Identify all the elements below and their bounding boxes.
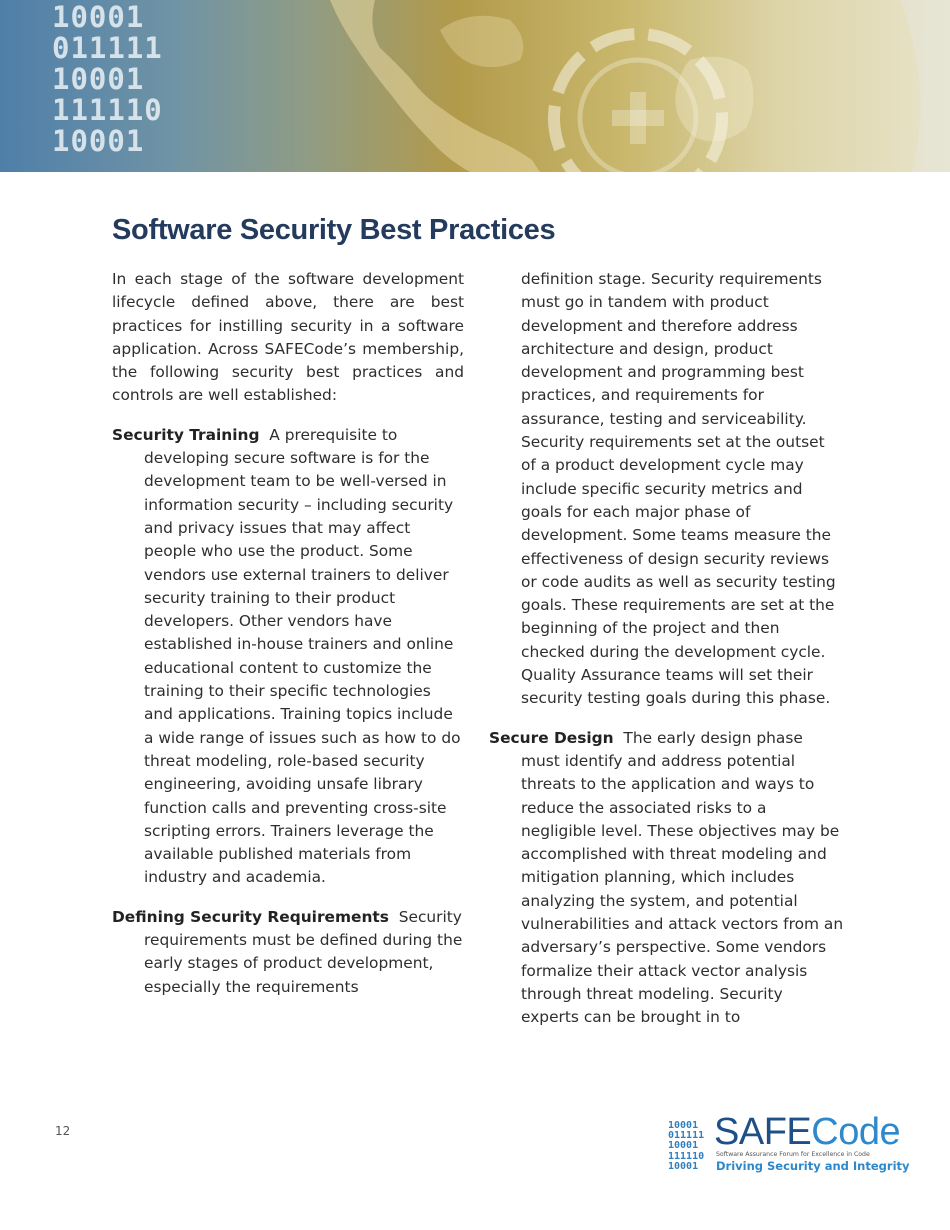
logo-binary-line: 011111 <box>668 1130 705 1142</box>
defining-requirements-text: Security requirements must be defined during the early stages of product development, especially the requirements <box>144 907 463 996</box>
header-banner <box>0 0 950 172</box>
right-column <box>489 268 844 1046</box>
secure-design-text: The early design phase must identify and address potential threats to the application and ways to reduce the associated risks to a negligible level. These objectives may be accomplished with threat modeling and mitigation planning, which includes analyzing the system, and potential vulnerabilities and attack vectors from an adversary’s perspective. Some vendors formalize their attack vector analysis through threat modeling. Security experts can be brought in to <box>521 728 844 1027</box>
binary-code-graphic <box>52 2 163 157</box>
secure-design-entry <box>489 727 844 1030</box>
logo-slogan: Driving Security and Integrity <box>716 1159 910 1173</box>
secure-design-term: Secure Design <box>489 728 614 747</box>
logo-safe: SAFE <box>714 1111 812 1153</box>
binary-line: 10001 <box>52 124 145 158</box>
safecode-logo <box>668 1111 910 1178</box>
defining-requirements-term: Defining Security Requirements <box>112 907 389 926</box>
security-training-entry <box>112 424 464 890</box>
logo-binary-line: 10001 <box>668 1140 699 1152</box>
binary-line: 10001 <box>52 0 145 34</box>
security-training-text: A prerequisite to developing secure software is for the development team to be well-versed in information security – including security and privacy issues that may affect people who use the product. Some vendors use external trainers to deliver security training to their product developers. Other vendors have established in-house trainers and online educational content to customize the training to their specific technologies and applications. Training topics include a wide range of issues such as how to do threat modeling, role-based security engineering, avoiding unsafe library function calls and preventing cross-site scripting errors. Trainers leverage the available published materials from industry and academia. <box>144 425 461 887</box>
requirements-continuation: definition stage. Security requirements must go in tandem with product development and therefore address architecture and design, product development and programming best practices, and requirements for assurance, testing and serviceability. Security requirements set at the outset of a product development cycle may include specific security metrics and goals for each major phase of development. Some teams measure the effectiveness of design security reviews or code audits as well as security testing goals. These requirements are set at the beginning of the project and then checked during the development cycle. Quality Assurance teams will set their security testing goals during this phase. <box>521 270 836 708</box>
logo-binary-line: 10001 <box>668 1160 699 1172</box>
page-title: Software Security Best Practices <box>112 214 556 246</box>
page-number: 12 <box>55 1124 71 1138</box>
defining-requirements-entry <box>112 906 464 999</box>
intro-paragraph: In each stage of the software development lifecycle defined above, there are best practices for instilling security in a software application. Across SAFECode’s membership, the following security best practices and controls are well established: <box>112 270 464 405</box>
left-column <box>112 268 464 1015</box>
logo-code: Code <box>811 1111 901 1153</box>
logo-binary <box>668 1121 704 1172</box>
logo-tagline: Software Assurance Forum for Excellence in Code <box>716 1151 870 1158</box>
logo-wordmark <box>714 1112 900 1152</box>
binary-line: 011111 <box>52 31 163 65</box>
binary-line: 10001 <box>52 62 145 96</box>
security-training-term: Security Training <box>112 425 260 444</box>
logo-binary-line: 111110 <box>668 1150 705 1162</box>
logo-binary-line: 10001 <box>668 1120 699 1131</box>
binary-line: 111110 <box>52 93 163 127</box>
